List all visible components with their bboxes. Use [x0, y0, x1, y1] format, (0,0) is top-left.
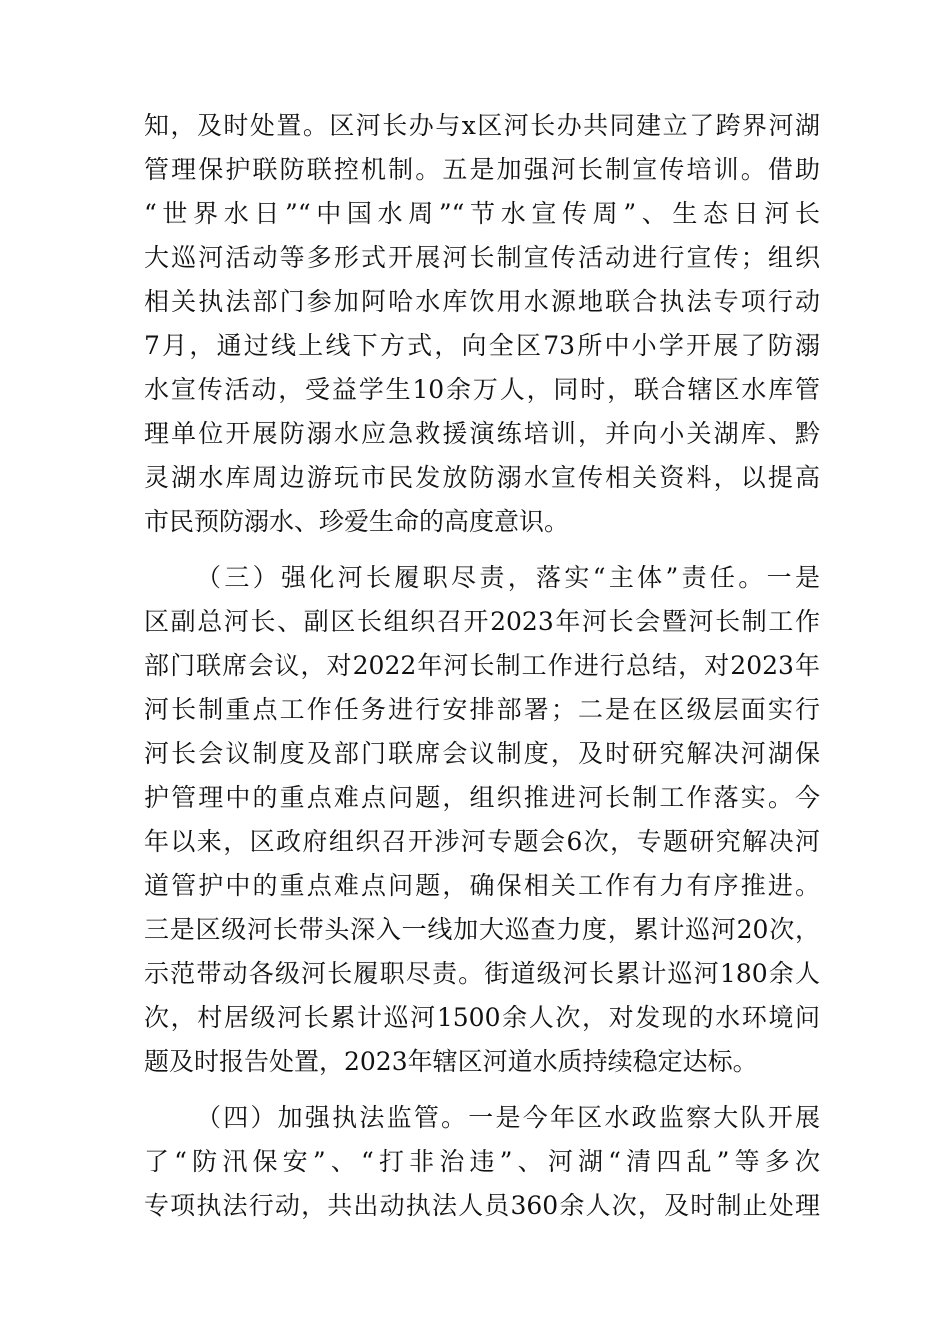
- text-line: （四）加强执法监管。一是今年区水政监察大队开展: [196, 1103, 820, 1132]
- text-line: 了“防汛保安”、“打非治违”、河湖“清四乱”等多次: [144, 1147, 820, 1176]
- text-line: 年以来，区政府组织召开涉河专题会6次，专题研究解决河: [144, 827, 820, 856]
- text-line: 理单位开展防溺水应急救援演练培训，并向小关湖库、黔: [144, 419, 820, 448]
- text-line: 管理保护联防联控机制。五是加强河长制宣传培训。借助: [144, 155, 820, 184]
- text-line: 知，及时处置。区河长办与x区河长办共同建立了跨界河湖: [144, 111, 820, 140]
- text-line: 大巡河活动等多形式开展河长制宣传活动进行宣传；组织: [144, 243, 820, 272]
- text-line: 河长制重点工作任务进行安排部署；二是在区级层面实行: [144, 695, 820, 724]
- text-line: 次，村居级河长累计巡河1500余人次，对发现的水环境问: [144, 1003, 820, 1032]
- text-line: （三）强化河长履职尽责，落实“主体”责任。一是: [196, 563, 820, 592]
- text-line: 专项执法行动，共出动执法人员360余人次，及时制止处理: [144, 1191, 820, 1220]
- text-line: 道管护中的重点难点问题，确保相关工作有力有序推进。: [144, 871, 820, 900]
- text-line: 题及时报告处置，2023年辖区河道水质持续稳定达标。: [144, 1047, 758, 1076]
- text-line: 区副总河长、副区长组织召开2023年河长会暨河长制工作: [144, 607, 820, 636]
- text-line: 相关执法部门参加阿哈水库饮用水源地联合执法专项行动: [144, 287, 820, 316]
- text-line: 河长会议制度及部门联席会议制度，及时研究解决河湖保: [144, 739, 820, 768]
- text-line: 示范带动各级河长履职尽责。街道级河长累计巡河180余人: [144, 959, 820, 988]
- text-line: 三是区级河长带头深入一线加大巡查力度，累计巡河20次，: [144, 915, 820, 944]
- text-line: 部门联席会议，对2022年河长制工作进行总结，对2023年: [144, 651, 820, 680]
- text-line: 灵湖水库周边游玩市民发放防溺水宣传相关资料，以提高: [144, 463, 820, 492]
- text-line: “世界水日”“中国水周”“节水宣传周”、生态日河长: [144, 199, 820, 228]
- text-line: 7月，通过线上线下方式，向全区73所中小学开展了防溺: [144, 331, 820, 360]
- text-line: 水宣传活动，受益学生10余万人，同时，联合辖区水库管: [144, 375, 820, 404]
- text-line: 护管理中的重点难点问题，组织推进河长制工作落实。今: [144, 783, 820, 812]
- text-line: 市民预防溺水、珍爱生命的高度意识。: [144, 507, 570, 536]
